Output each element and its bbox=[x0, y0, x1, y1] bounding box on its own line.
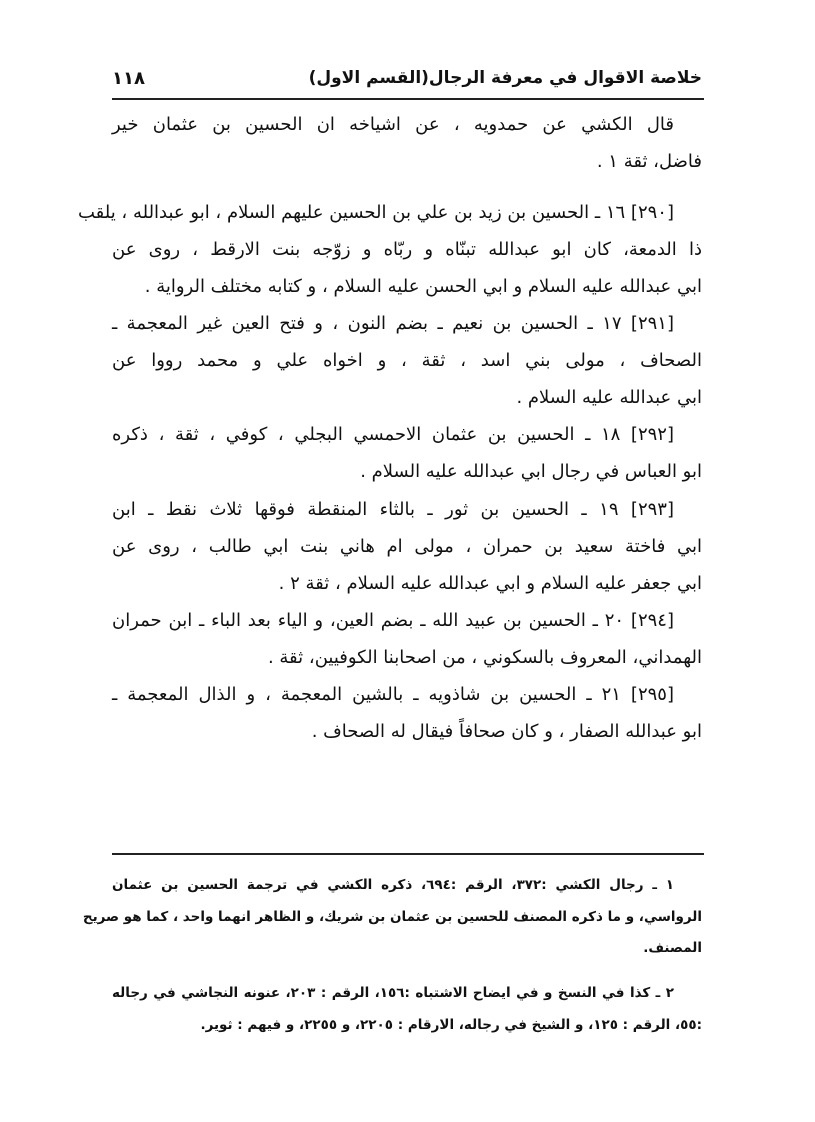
text-line: الصحاف ، مولى بني اسد ، ثقة ، و اخواه علي و محمد رووا عن bbox=[112, 350, 702, 371]
text-line: ابو العباس في رجال ابي عبدالله عليه السلام . bbox=[360, 461, 702, 482]
text-line: ذا الدمعة، كان ابو عبدالله تبنّاه و ربّاه و زوّجه بنت الارقط ، روى عن bbox=[112, 239, 702, 260]
entry-293: [٢٩٣] ١٩ ـ الحسين بن ثور ـ بالثاء المنقطة فوقها ثلاث نقط ـ ابن bbox=[112, 499, 675, 520]
footnote-line: المصنف. bbox=[643, 940, 702, 956]
entry-295: [٢٩٥] ٢١ ـ الحسين بن شاذويه ـ بالشين المعجمة ، و الذال المعجمة ـ bbox=[112, 684, 674, 705]
book-title: خلاصة الاقوال في معرفة الرجال(القسم الاول) bbox=[308, 68, 702, 88]
running-header bbox=[112, 68, 702, 94]
entry-291: [٢٩١] ١٧ ـ الحسين بن نعيم ـ بضم النون ، و فتح العين غير المعجمة ـ bbox=[112, 313, 674, 334]
header-rule bbox=[112, 98, 704, 100]
text-line: الهمداني، المعروف بالسكوني ، من اصحابنا الكوفيين، ثقة . bbox=[267, 647, 702, 668]
text-line: فاضل، ثقة ١ . bbox=[596, 151, 702, 172]
text-line: ابي عبدالله عليه السلام . bbox=[516, 387, 702, 408]
text-line: قال الكشي عن حمدويه ، عن اشياخه ان الحسين بن عثمان خير bbox=[112, 114, 674, 135]
footnote-1: ١ ـ رجال الكشي :٣٧٢، الرقم :٦٩٤، ذكره الكشي في ترجمة الحسين بن عثمان bbox=[112, 877, 674, 893]
page-number: ١١٨ bbox=[112, 68, 145, 89]
text-line: ابي عبدالله عليه السلام و ابي الحسن عليه السلام ، و كتابه مختلف الرواية . bbox=[144, 276, 702, 297]
footnote-rule bbox=[112, 853, 704, 855]
text-line: ابي فاختة سعيد بن حمران ، مولى ام هاني بنت ابي طالب ، روى عن bbox=[112, 536, 702, 557]
text-line: ابي جعفر عليه السلام و ابي عبدالله عليه السلام ، ثقة ٢ . bbox=[278, 573, 702, 594]
text-line: ابو عبدالله الصفار ، و كان صحافاً فيقال له الصحاف . bbox=[311, 721, 702, 742]
entry-290: [٢٩٠] ١٦ ـ الحسين بن زيد بن علي بن الحسين عليهم السلام ، ابو عبدالله ، يلقب bbox=[77, 202, 674, 223]
footnote-line: :٥٥، الرقم : ١٢٥، و الشيخ في رجاله، الارقام : ٢٢٠٥، و ٢٢٥٥، و فيهم : ثوير. bbox=[200, 1017, 702, 1033]
entry-292: [٢٩٢] ١٨ ـ الحسين بن عثمان الاحمسي البجلي ، كوفي ، ثقة ، ذكره bbox=[112, 424, 675, 445]
entry-294: [٢٩٤] ٢٠ ـ الحسين بن عبيد الله ـ بضم العين، و الياء بعد الباء ـ ابن حمران bbox=[112, 610, 674, 631]
footnote-2: ٢ ـ كذا في النسخ و في ايضاح الاشتباه :١٥٦، الرقم : ٢٠٣، عنونه النجاشي في رجاله bbox=[112, 985, 674, 1001]
footnote-line: الرواسي، و ما ذكره المصنف للحسين بن عثمان بن شريك، و الظاهر انهما واحد ، كما هو صريح bbox=[82, 909, 702, 925]
